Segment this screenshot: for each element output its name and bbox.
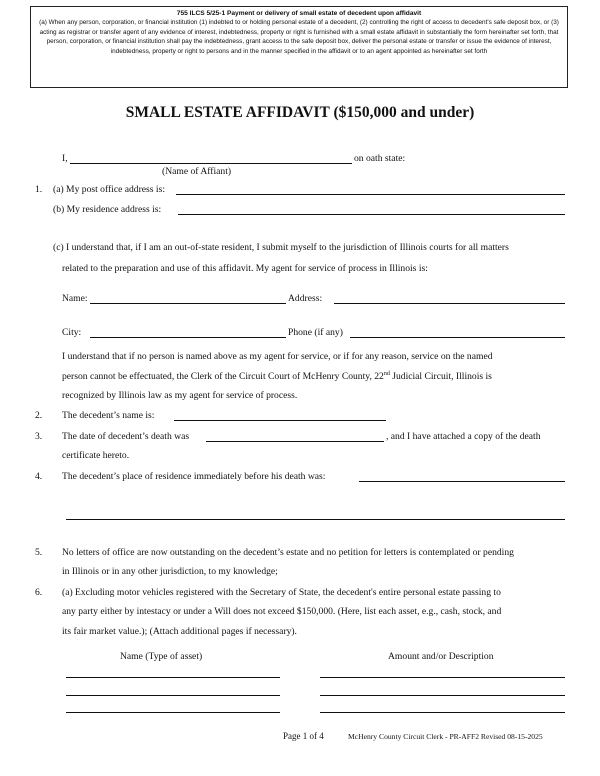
death-cert-text-2: certificate hereto. bbox=[62, 450, 130, 461]
c-text-1: (c) I understand that, if I am an out-of-state resident, I submit myself to the jurisdiction of Illinois courts for all matters bbox=[53, 242, 509, 253]
item-number-5: 5. bbox=[35, 547, 43, 558]
decedent-name-line[interactable] bbox=[174, 420, 386, 421]
affiant-name-line[interactable] bbox=[70, 163, 352, 164]
agent-city-line[interactable] bbox=[90, 337, 286, 338]
item-number-1: 1. bbox=[35, 184, 43, 195]
item-number-4: 4. bbox=[35, 471, 43, 482]
agent-text-2: person cannot be effectuated, the Clerk of the Circuit Court of McHenry County, 22nd Judicial Circuit, Illinois is bbox=[62, 371, 492, 383]
statute-title: 755 ILCS 5/25-1 Payment or delivery of small estate of decedent upon affidavit bbox=[176, 10, 422, 17]
asset-line-3[interactable] bbox=[66, 712, 280, 713]
amount-line-1[interactable] bbox=[320, 677, 565, 678]
clerk-revision: McHenry County Circuit Clerk - PR-AFF2 Revised 08-15-2025 bbox=[348, 732, 543, 741]
ordinal-suffix: nd bbox=[383, 371, 390, 377]
death-date-label: The date of decedent’s death was bbox=[62, 431, 190, 442]
agent-phone-line[interactable] bbox=[350, 337, 565, 338]
i-label: I, bbox=[62, 153, 68, 164]
asset-line-1[interactable] bbox=[66, 677, 280, 678]
agent-text-3: recognized by Illinois law as my agent for service of process. bbox=[62, 390, 298, 401]
agent-name-line[interactable] bbox=[90, 303, 286, 304]
page-title: SMALL ESTATE AFFIDAVIT ($150,000 and under) bbox=[125, 104, 475, 121]
residence-before-death-label: The decedent’s place of residence immediately before his death was: bbox=[62, 471, 326, 482]
page-number: Page 1 of 4 bbox=[283, 731, 324, 741]
amount-line-2[interactable] bbox=[320, 695, 565, 696]
item-number-3: 3. bbox=[35, 431, 43, 442]
agent-phone-label: Phone (if any) bbox=[288, 327, 343, 338]
statute-text: (a) When any person, corporation, or financial institution (1) indebted to or holding personal estate of a decedent, (2) controlling the right of access to decedent's safe deposit box, or (3) acting as registrar or transfer agent of any evidence of interest, indebtedness, property or right is furnished with a small estate affidavit in substantially the form hereinafter set forth, that person, corporation, or financial institution shall pay the indebtedness, grant access to the safe deposit box, deliver the personal estate or transfer or issue the evidence of interest, indebtedness, property or right to persons and in the manner specified in the affidavit or to an agent appointed as hereinafter set forth bbox=[39, 19, 559, 55]
asset-line-2[interactable] bbox=[66, 695, 280, 696]
amount-column-header: Amount and/or Description bbox=[388, 651, 494, 662]
letters-text-2: in Illinois or in any other jurisdiction, to my knowledge; bbox=[62, 566, 278, 577]
oath-label: on oath state: bbox=[354, 153, 406, 164]
affiant-name-caption: (Name of Affiant) bbox=[162, 166, 232, 177]
agent-name-label: Name: bbox=[62, 293, 88, 304]
residence-before-death-line[interactable] bbox=[359, 481, 565, 482]
death-date-line[interactable] bbox=[206, 441, 384, 442]
amount-line-3[interactable] bbox=[320, 712, 565, 713]
agent-text-1: I understand that if no person is named above as my agent for service, or if for any reason, service on the named bbox=[62, 351, 493, 362]
agent-address-label: Address: bbox=[288, 293, 323, 304]
item-number-2: 2. bbox=[35, 410, 43, 421]
estate-text-3: its fair market value.); (Attach additional pages if necessary). bbox=[62, 626, 297, 637]
c-text-2: related to the preparation and use of this affidavit. My agent for service of process in Illinois is: bbox=[62, 263, 428, 274]
post-office-line[interactable] bbox=[176, 194, 565, 195]
decedent-name-label: The decedent’s name is: bbox=[62, 410, 155, 421]
letters-text-1: No letters of office are now outstanding on the decedent’s estate and no petition for letters is contemplated or pending bbox=[62, 547, 514, 558]
death-cert-text-1: , and I have attached a copy of the death bbox=[386, 431, 541, 442]
estate-text-1: (a) Excluding motor vehicles registered with the Secretary of State, the decedent's entire personal estate passing to bbox=[62, 587, 501, 598]
item-number-6: 6. bbox=[35, 587, 43, 598]
estate-text-2: any party either by intestacy or under a Will does not exceed $150,000. (Here, list each asset, e.g., cash, stock, and bbox=[62, 606, 502, 617]
residence-line[interactable] bbox=[178, 214, 565, 215]
residence-label: (b) My residence address is: bbox=[53, 204, 162, 215]
asset-column-header: Name (Type of asset) bbox=[120, 651, 203, 662]
agent-address-line[interactable] bbox=[334, 303, 565, 304]
residence-before-death-line-2[interactable] bbox=[66, 519, 565, 520]
agent-city-label: City: bbox=[62, 327, 82, 338]
post-office-label: (a) My post office address is: bbox=[53, 184, 165, 195]
statute-box bbox=[30, 6, 568, 88]
